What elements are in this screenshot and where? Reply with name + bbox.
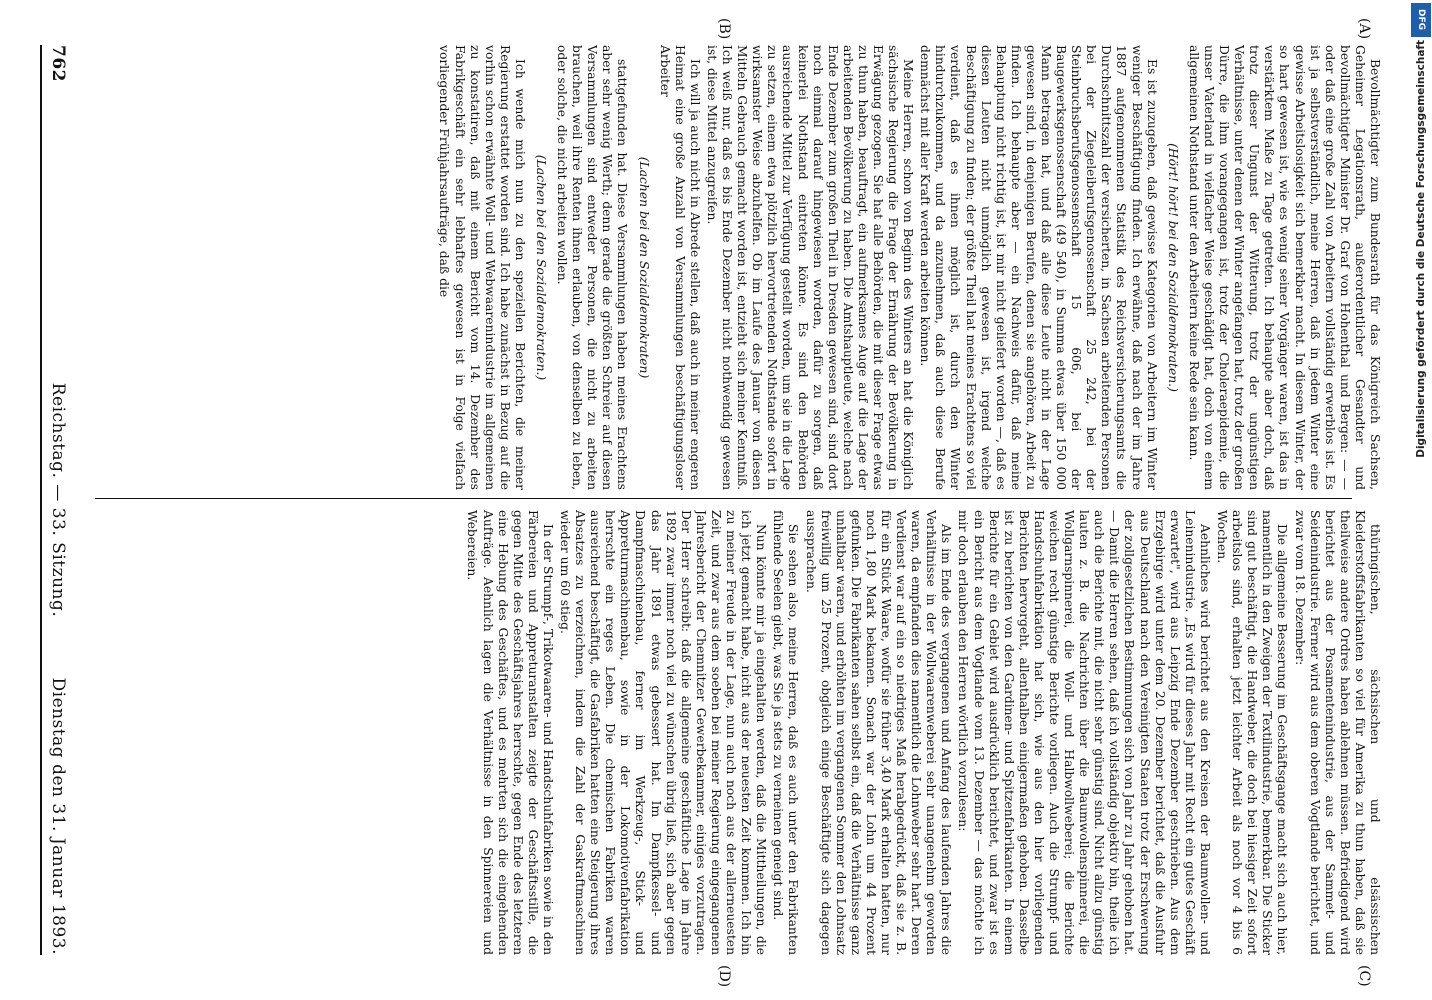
paragraph: Als im Ende des vergangenen und Anfang des laufenden Jahres die Verhältnisse in der Wollwaarenweberei sehr unangenehm geworden waren, da empfanden dies namentlich die Lohnweber sehr hart. Deren Verdienst war auf ein so niedriges Maß herabgedrückt, daß sie z. B. für ein Stück Waare, wofür sie früher 3,40 Mark erhalten hatten, nur noch 1,80 Mark bekamen. Sonach war der Lohn um 44 Prozent gefunken. Die Fabrikanten sahen selbst ein, daß die Verhältnisse ganz unhaltbar waren, und erhöhten im vergangenen Sommer den Lohnsatz freiwillig um 25 Prozent, obgleich einige Beschäftigte sich dagegen aussprachen. [803, 510, 954, 955]
session-date: Dienstag den 31. Januar 1893. [48, 677, 68, 955]
paragraph: Ich wende mich nun zu den speziellen Berichten, die meiner Regierung erstattet worden sind. Ich habe zunächst in Bezug auf die vorhin schon erwähnte Woll- und Webwaarenindustrie im allgemeinen zu konstatiren, daß mit einem Bericht vom 14. Dezember des Fabrikgeschäft ein sehr lebhaftes gewesen ist in Folge vielfach vorliegender Frühjahrsaufträge, daß die [437, 45, 527, 490]
page-number: 762 [48, 45, 68, 82]
paragraph: Aehnliches wird berichtet aus den Kreisen der Baumwollen- und Leinenindustrie. „Es wird für dieses Jahr mit Recht ein gutes Geschäft erwartet", wird aus Leipzig Ende Dezember geschrieben. Aus dem Erzgebirge wird unter dem 20. Dezember berichtet, daß die Ausfuhr aus Deutschland nach den Vereinigten Staaten trotz der Erschwerung der zollgesetzlichen Bestimmungen sich von Jahr zu Jahr gehoben hat. — Damit die Herren sehen, daß ich vollständig objektiv bin, theile ich auch die Berichte mit, die nicht sehr günstig sind. Nicht allzu günstig lauten z. B. die Nachrichten über die Baumwollenspinnerei, die Wollgarnspinnerei, die Woll- und Halbwollweberei; die Berichte weichen recht günstige Berichte vorliegen. Auch die Strumpf- und Handschuhfabrikation hat sich, wie aus den hier vorliegenden Berichten hervorgeht, allenthalben einigermaßen gehoben. Dasselbe ist zu berichten von den Gardinen- und Spitzenfabrikanten. In einem Berichte für ein Gebiet wird ausdrücklich berichtet, und zwar ist es ein Bericht aus dem Vogtlande vom 13. Dezember — das möchte ich mir doch erlauben den Herren wörtlich vorzulesen: [956, 510, 1212, 955]
column-divider [95, 498, 1352, 499]
interjection: (Lachen bei den Sozialdemokraten.) [534, 154, 549, 381]
credit-text: Digitalisierung gefördert durch die Deutsche Forschungsgemeinschaft [1415, 40, 1427, 458]
paragraph: Nun könnte mir ja eingehalten werden, daß die Mittheilungen, die ich jetzt gemacht habe, nicht aus der neuesten Zeit kommen. Ich bin zu meiner Freude in der Lage, nun auch noch aus der allerneuesten Zeit, und zwar aus dem soeben bei meiner Regierung eingegangenen Jahresbericht der Chemnitzer Gewerbekammer, einiges vorzutragen. Der Herr schreibt: daß die allgemeine geschäftliche Lage im Jahre 1892 zwar immer noch viel zu wünschen übrig ließ, sich aber gegen das Jahr 1891 etwas gebessert hat. Im Dampfkessel- und Dampfmaschinenbau, ferner im Werkzeug-, Stick- und Appreturmaschinenbau, sowie in der Lokomotivenfabrikation herrschte ein reges Leben. Die chemischen Fabriken waren ausreichend beschäftigt, die Gasfabriken hatten eine Steigerung ihres Absatzes zu verzeichnen, indem die Zahl der Gaskraftmaschinen wieder um 60 stieg. [558, 510, 769, 955]
paragraph: Meine Herren, schon von Beginn des Winters an hat die Königlich sächsische Regierung die Frage der Ernährung der Bevölkerung in Erwägung gezogen. Sie hat alle Behörden, die mit dieser Frage etwas zu thun haben, beauftragt, ein aufmerksames Auge auf die Lage der arbeitenden Bevölkerung zu haben. Die Amtshauptleute, welche nach Ende Dezember zum großen Theil in Dresden gewesen sind, sind dort noch einmal darauf hingewiesen worden, dafür zu sorgen, daß keinerlei Nothstand eintreten könne. Es sind den Behörden ausreichende Mittel zur Verfügung gestellt worden, um sie in die Lage zu setzen, einem etwa plötzlich hervortretenden Nothstande sofort in wirksamster Weise abzuhelfen. Ob im Laufe des Januar von diesen Mitteln Gebrauch gemacht worden ist, entzieht sich meiner Kenntniß. Ich weiß nur, daß es bis Ende Dezember nicht nothwendig gewesen ist, diese Mittel anzugreifen. [704, 45, 916, 490]
margin-marker-d: (D) [716, 965, 732, 988]
left-column [90, 45, 1382, 490]
paragraph: In der Strumpf-, Trikotwaaren- und Handschuhfabriken sowie in den Färbereien und Appreturanstalten zeigte der Geschäftsstille, die gegen Mitte des Geschäftsjahres herrschte, gegen Ende des letzteren eine Hebung des Geschäftes, und es mehrten sich die eingehenden Aufträge. Aehnlich lagen die Verhältnisse in den Spinnereien und Webereien. [465, 510, 555, 955]
session-title: Reichstag. — 33. Sitzung. [48, 382, 68, 618]
margin-marker-a: (A) [1356, 18, 1372, 40]
interjection: (Hört! hört! bei den Sozialdemokraten.) [1165, 143, 1180, 392]
dfg-logo: DFG [1411, 3, 1431, 37]
digitization-credit [1410, 0, 1432, 1000]
page-header [40, 45, 70, 955]
paragraph: Bevollmächtigter zum Bundesrath für das Königreich Sachsen, Geheimer Legationsrath, außerordentlicher Gesandter und bevollmächtigter Minister Dr. Graf von Hohenthal und Bergen: — — oder daß eine große Zahl von Arbeitern vollständig erwerblos ist. Es ist ja selbstverständlich, meine Herren, daß in jedem Winter eine gewisse Arbeitslosigkeit sich bemerkbar macht. In diesem Winter, der so hart gewesen ist, wie es wenig seiner Vorgänger waren, ist das in verstärktem Maße zu Tage getreten. Ich behaupte aber doch, daß trotz dieser Ungunst der Witterung, trotz der ungünstigen Verhältnisse, unter denen der Winter angefangen hat, trotz der großen Dürre, die ihm vorangegangen ist, trotz der Choleraepidemie, die unser Vaterland in vielfacher Weise geschädigt hat, doch von einem allgemeinen Nothstand unter den Arbeitern keine Rede sein kann. [1186, 45, 1382, 490]
paragraph: Es ist zuzugeben, daß gewisse Kategorien von Arbeitern im Winter weniger Beschäftigung finden. Ich erwähne, daß nach der im Jahre 1887 aufgenommenen Statistik des Reichsversicherungsamts die Durchschnittszahl der versicherten, in Sachsen arbeitenden Personen bei der Ziegeleiberufsgenossenschaft 25 242, bei der Steinbruchsberufsgenossenschaft 15 606, bei der Baugewerksgenossenschaft (49 540), in Summa etwas über 150 000 Mann betragen hat, und daß alle diese Leute nicht in der Lage gewesen sind, in denjenigen Berufen, denen sie angehören, Arbeit zu finden. Ich behaupte aber — ein Nachweis dafür, daß meine Behauptung nicht richtig ist, ist mir nicht geliefert worden —, daß es diesen Leuten nicht unmöglich gewesen ist, irgend welche Beschäftigung zu finden; der größte Theil hat meines Erachtens so viel verdient, daß es ihnen möglich ist, durch den Winter hindurchzukommen, und da anzunehmen, daß auch diese Berufe demnächst mit aller Kraft werden arbeiten können. [918, 45, 1159, 490]
margin-marker-c: (C) [1356, 965, 1372, 987]
paragraph: Sie sehen also, meine Herren, daß es auch unter den Fabrikanten fühlende Seelen giebt, was Sie ja stets zu verneinen geneigt sind. [771, 510, 801, 955]
interjection: (Lachen bei den Sozialdemokraten) [636, 156, 651, 379]
right-column [90, 510, 1382, 955]
paragraph: stattgefunden hat. Diese Versammlungen haben meines Erachtens aber sehr wenig Werth; denn gerade die größten Schreier auf diesen Versammlungen sind entweder Personen, die nicht zu arbeiten brauchen, weil ihre Renten ihnen erlauben, von denselben zu leben, oder solche, die nicht arbeiten wollen. [555, 45, 630, 490]
paragraph: thüringischen, sächsischen und elsässischen Kleiderstoffsfabrikanten so viel für Amerika zu thun haben, daß sie theilweise andere Ordres haben ablehnen müssen. Befriedigend wird berichtet aus der Posamentenindustrie, aus der Sammet- und Seidenindustrie. Ferner wird aus dem oberen Vogtlande berichtet, und zwar vom 18. Dezember: [1292, 510, 1382, 955]
margin-marker-b: (B) [716, 18, 732, 40]
paragraph: Die allgemeine Besserung im Geschäftsgange macht sich auch hier, namentlich in den Zweigen der Textilindustrie, bemerkbar. Die Sticker sind gut beschäftigt, die Handweber, die doch bei hiesiger Zeit sofort arbeitslos sind, erhalten jetzt leichter Arbeit als noch vor 4 bis 6 Wochen. [1215, 510, 1290, 955]
paragraph: Ich will ja auch nicht in Abrede stellen, daß auch in meiner engeren Heimat eine große Anzahl von Versammlungen beschäftigungsloser Arbeiter [657, 45, 702, 490]
